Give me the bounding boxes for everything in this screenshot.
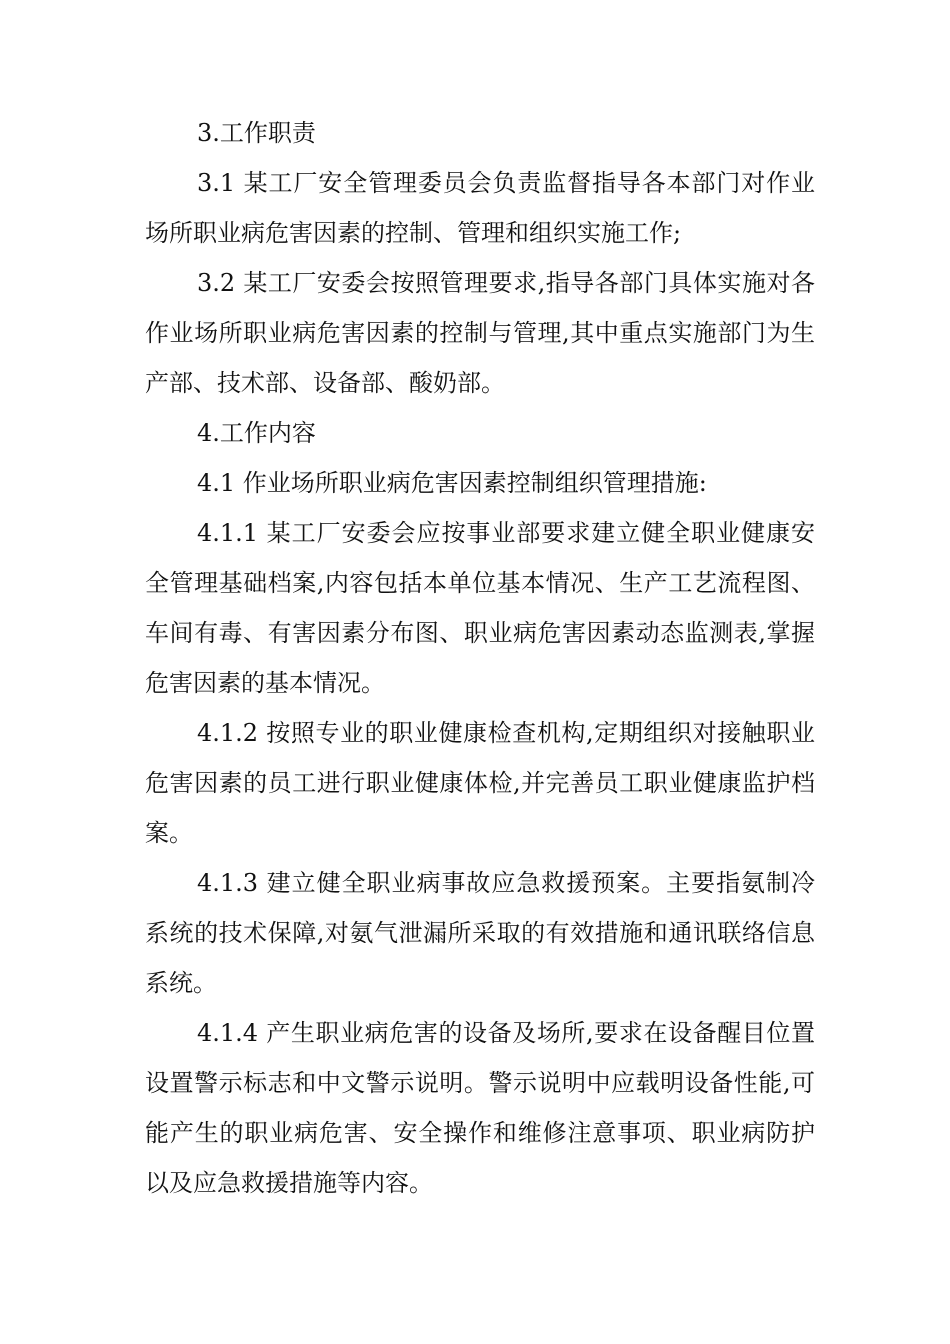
paragraph-4-1-1: 4.1.1 某工厂安委会应按事业部要求建立健全职业健康安全管理基础档案,内容包括本单位基本情况、生产工艺流程图、车间有毒、有害因素分布图、职业病危害因素动态监测表,掌握危害因素的基本情况。 xyxy=(145,519,815,697)
document-body xyxy=(145,108,815,1208)
paragraph-3-1: 3.1 某工厂安全管理委员会负责监督指导各本部门对作业场所职业病危害因素的控制、管理和组织实施工作; xyxy=(145,169,815,247)
paragraph-4-1-2: 4.1.2 按照专业的职业健康检查机构,定期组织对接触职业危害因素的员工进行职业健康体检,并完善员工职业健康监护档案。 xyxy=(145,719,815,847)
paragraph-3-2: 3.2 某工厂安委会按照管理要求,指导各部门具体实施对各作业场所职业病危害因素的控制与管理,其中重点实施部门为生产部、技术部、设备部、酸奶部。 xyxy=(145,269,815,397)
section-heading-3: 3.工作职责 xyxy=(197,119,316,147)
paragraph-4-1: 4.1 作业场所职业病危害因素控制组织管理措施: xyxy=(197,469,707,497)
paragraph-4-1-4: 4.1.4 产生职业病危害的设备及场所,要求在设备醒目位置设置警示标志和中文警示说明。警示说明中应载明设备性能,可能产生的职业病危害、安全操作和维修注意事项、职业病防护以及应急救援措施等内容。 xyxy=(145,1019,815,1197)
paragraph-4-1-3: 4.1.3 建立健全职业病事故应急救援预案。主要指氨制冷系统的技术保障,对氨气泄漏所采取的有效措施和通讯联络信息系统。 xyxy=(145,869,815,997)
section-heading-4: 4.工作内容 xyxy=(197,419,316,447)
